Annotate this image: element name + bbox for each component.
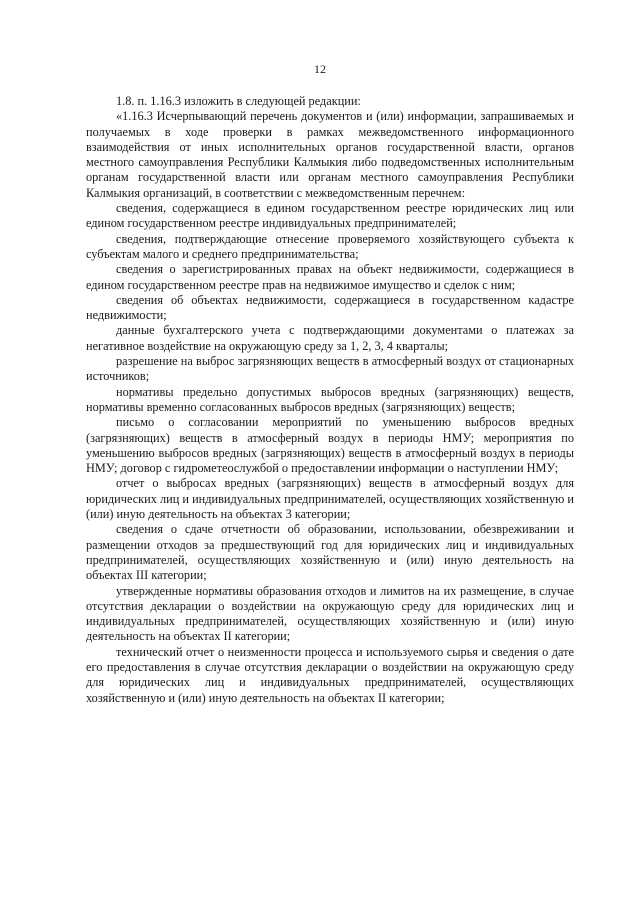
list-item: письмо о согласовании мероприятий по уменьшению выбросов вредных (загрязняющих) веществ в атмосферный воздух в периоды НМУ; мероприятия по уменьшению выбросов вредных (загрязняющих) веществ в атмосферный воздух в периоды НМУ; договор с гидрометеослужбой о предоставлении информации о наступлении НМУ; <box>86 415 574 476</box>
list-item: разрешение на выброс загрязняющих веществ в атмосферный воздух от стационарных источников; <box>86 354 574 384</box>
list-item: сведения, содержащиеся в едином государственном реестре юридических лиц или едином государственном реестре индивидуальных предпринимателей; <box>86 201 574 231</box>
page-number: 12 <box>314 62 326 76</box>
document-body <box>86 94 574 706</box>
list-item: технический отчет о неизменности процесса и используемого сырья и сведения о дате его предоставления в случае отсутствия декларации о воздействии на окружающую среду для юридических лиц и индивидуальных предпринимателей, осуществляющих хозяйственную и (или) иную деятельность на объектах II категории; <box>86 644 574 705</box>
paragraph-amendment-intro: 1.8. п. 1.16.3 изложить в следующей редакции: <box>116 94 361 108</box>
list-item: утвержденные нормативы образования отходов и лимитов на их размещение, в случае отсутствия декларации о воздействии на окружающую среду для юридических лиц и индивидуальных предпринимателей, осуществляющих хозяйственную и (или) иную деятельность на объектах II категории; <box>86 583 574 644</box>
list-item: сведения, подтверждающие отнесение проверяемого хозяйствующего субъекта к субъектам малого и среднего предпринимательства; <box>86 231 574 261</box>
list-item: сведения об объектах недвижимости, содержащиеся в государственном кадастре недвижимости; <box>86 292 574 323</box>
list-item: нормативы предельно допустимых выбросов вредных (загрязняющих) веществ, нормативы временно согласованных выбросов вредных (загрязняющих) веществ; <box>86 384 574 414</box>
list-item: сведения о сдаче отчетности об образовании, использовании, обезвреживании и размещении отходов за предшествующий год для юридических лиц и индивидуальных предпринимателей, осуществляющих хозяйственную и (или) иную деятельность на объектах III категории; <box>86 522 574 583</box>
list-item: отчет о выбросах вредных (загрязняющих) веществ в атмосферный воздух для юридических лиц и индивидуальных предпринимателей, осуществляющих хозяйственную и (или) иную деятельность на объектах 3 категории; <box>86 476 574 522</box>
list-item: данные бухгалтерского учета с подтверждающими документами о платежах за негативное воздействие на окружающую среду за 1, 2, 3, 4 кварталы; <box>86 323 574 353</box>
paragraph-1-16-3: «1.16.3 Исчерпывающий перечень документов и (или) информации, запрашиваемых и получаемых в ходе проверки в рамках межведомственного информационного взаимодействия от иных исполнительных органов государственной власти, органов местного самоуправления Республики Калмыкия либо подведомственных исполнительным органам государственной власти или органам местного самоуправления Республики Калмыкия организаций, в соответствии с межведомственным перечнем: <box>86 109 574 200</box>
list-item: сведения о зарегистрированных правах на объект недвижимости, содержащиеся в едином государственном реестре прав на недвижимое имущество и сделок с ним; <box>86 262 574 292</box>
